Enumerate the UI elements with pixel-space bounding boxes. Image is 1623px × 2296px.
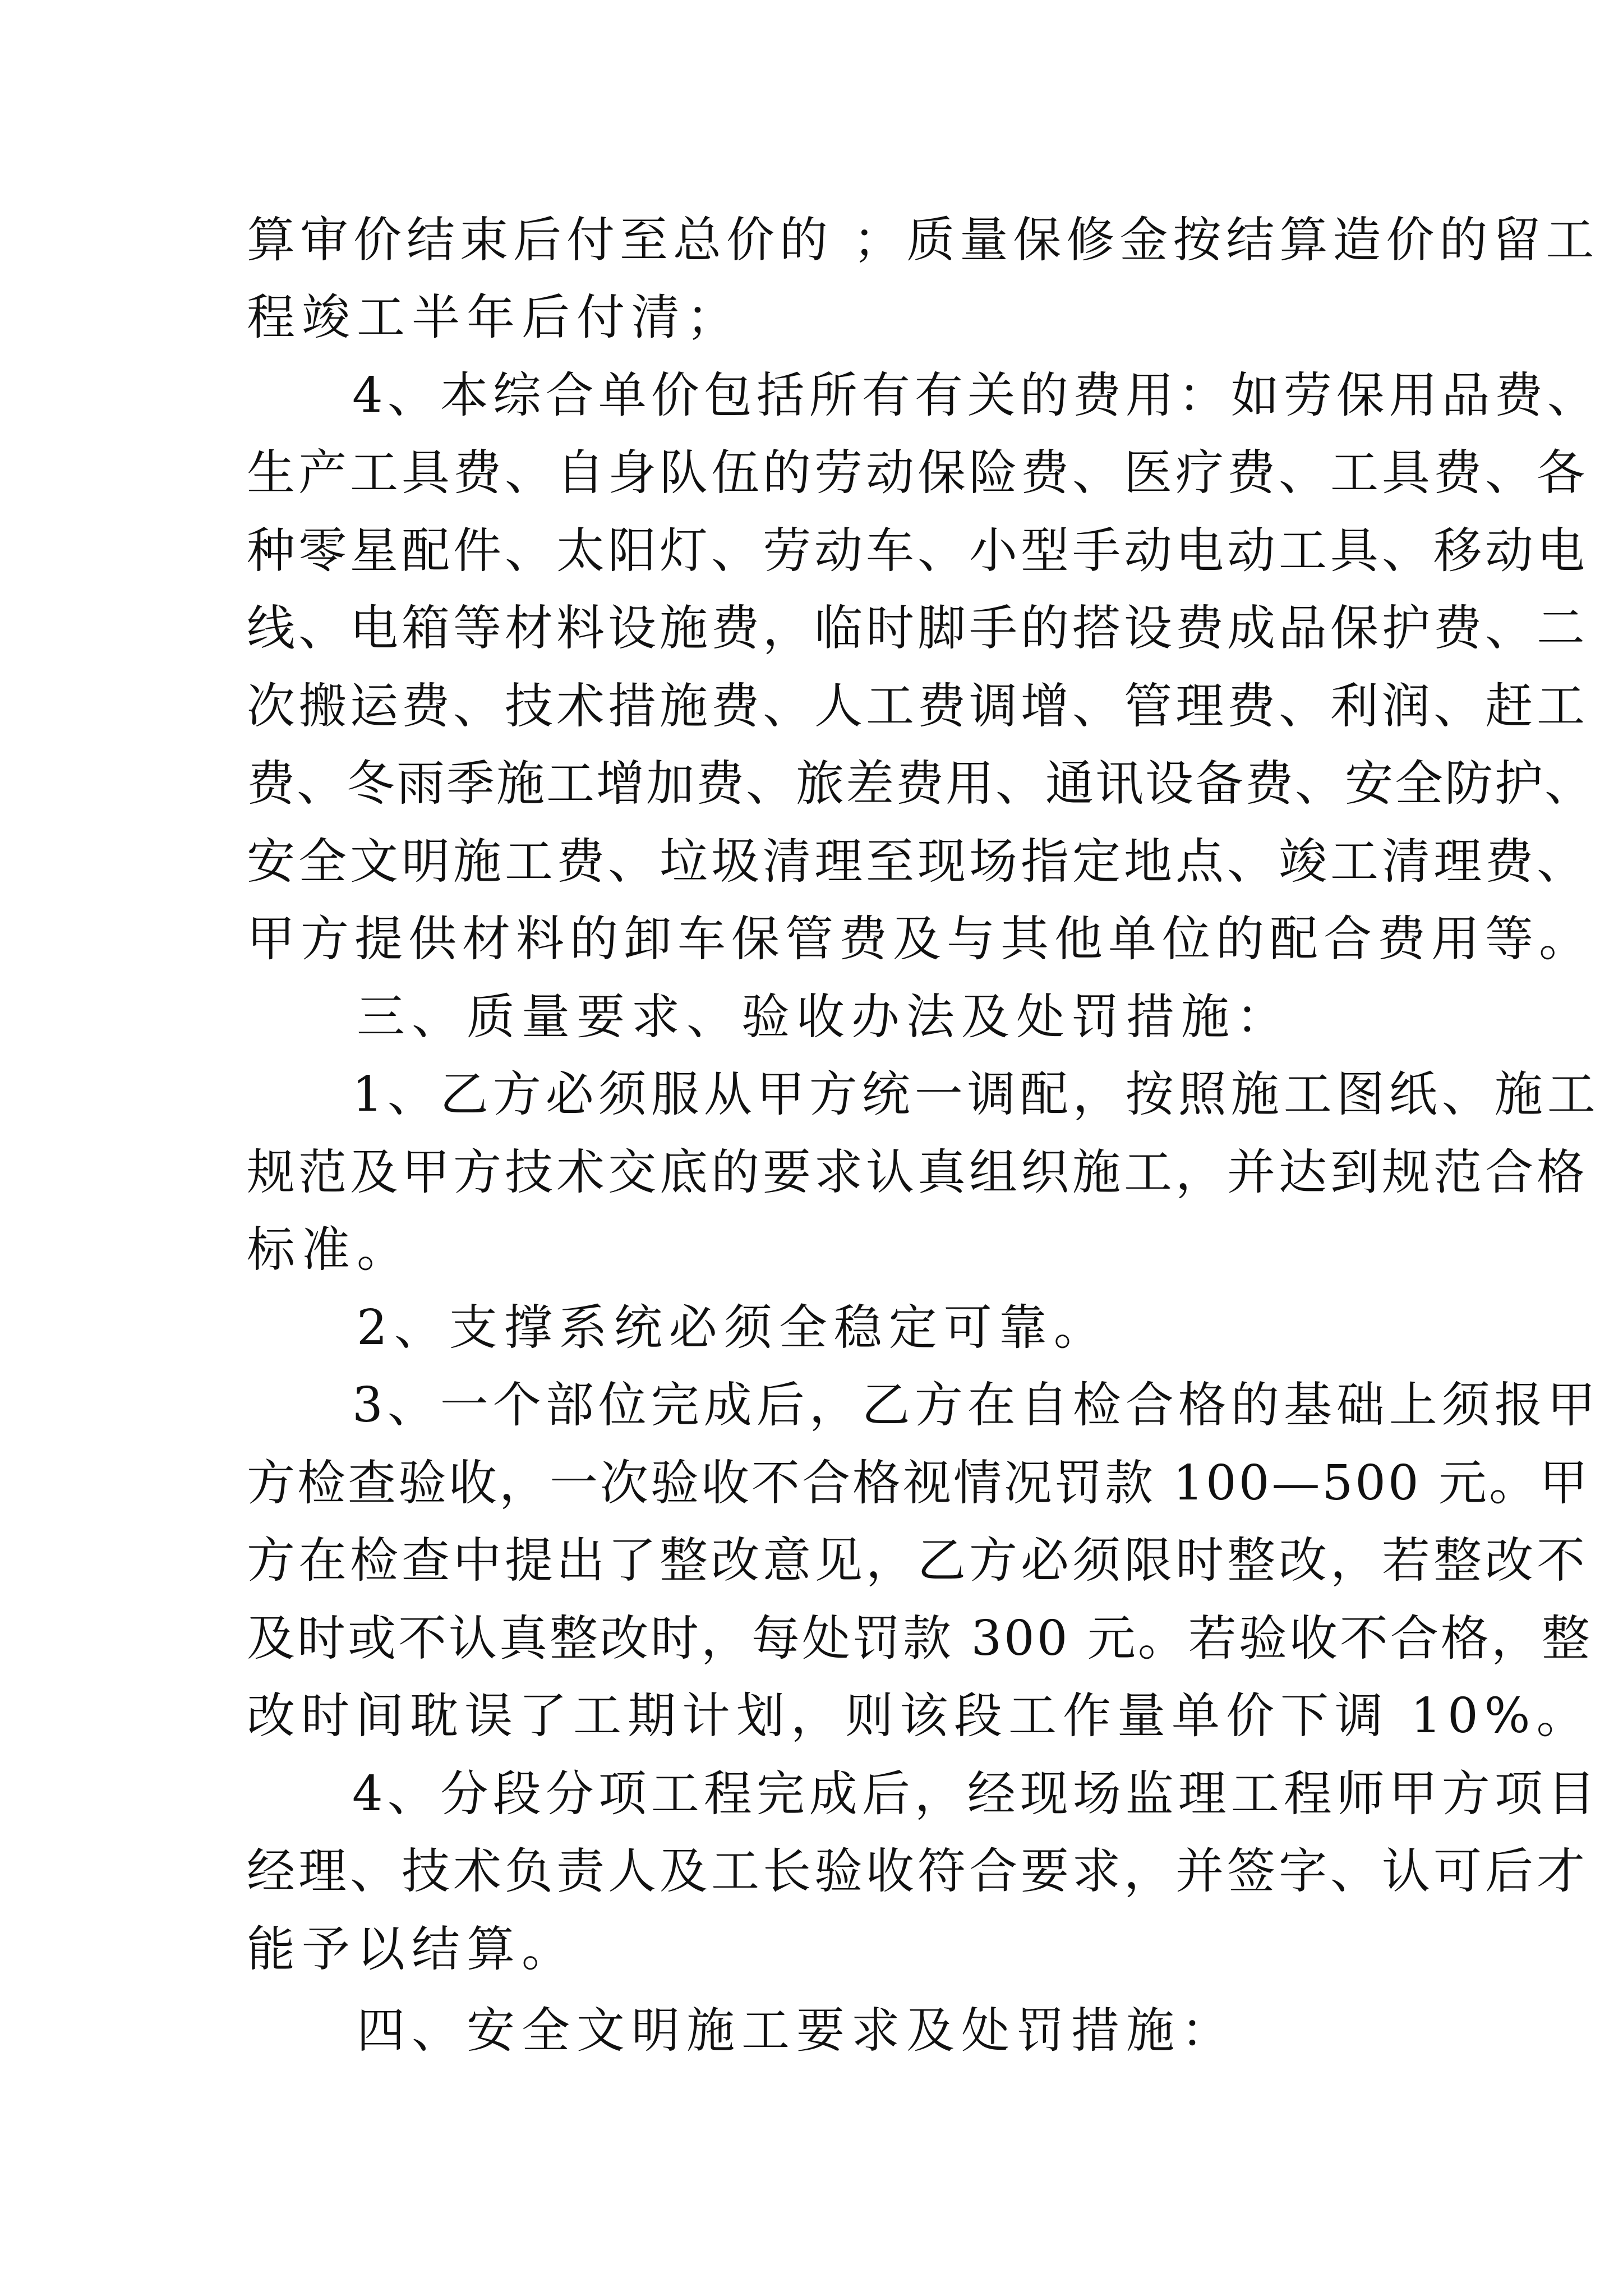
text-line: 方检查验收，一次验收不合格视情况罚款 100—500 元。甲 (247, 1455, 1590, 1511)
text-line: 标准。 (247, 1222, 412, 1278)
text-line: 安全文明施工费、垃圾清理至现场指定地点、竣工清理费、 (247, 834, 1588, 890)
text-line: 1、乙方必须服从甲方统一调配，按照施工图纸、施工 (247, 1066, 1600, 1122)
section-heading: 四、安全文明施工要求及处罚措施： (247, 2003, 1236, 2059)
text-line: 改时间耽误了工期计划，则该段工作量单价下调 10%。 (247, 1688, 1591, 1744)
text-line: 线、电箱等材料设施费，临时脚手的搭设费成品保护费、二 (247, 600, 1588, 656)
text-line: 生产工具费、自身队伍的劳动保险费、医疗费、工具费、各 (247, 445, 1588, 501)
text-line: 算审价结束后付至总价的 ；质量保修金按结算造价的留工 (247, 212, 1599, 268)
text-line: 程竣工半年后付清； (247, 289, 741, 346)
text-line: 规范及甲方技术交底的要求认真组织施工，并达到规范合格 (247, 1144, 1588, 1200)
text-line: 及时或不认真整改时，每处罚款 300 元。若验收不合格，整 (247, 1611, 1592, 1667)
section-heading: 三、质量要求、验收办法及处罚措施： (247, 989, 1291, 1045)
text-line: 4、本综合单价包括所有有关的费用：如劳保用品费、 (247, 367, 1600, 424)
text-line: 3、一个部位完成后，乙方在自检合格的基础上须报甲 (247, 1377, 1600, 1433)
text-line: 经理、技术负责人及工长验收符合要求，并签字、认可后才 (247, 1843, 1588, 1899)
text-line: 2、支撑系统必须全稳定可靠。 (247, 1300, 1109, 1356)
text-line: 方在检查中提出了整改意见，乙方必须限时整改，若整改不 (247, 1533, 1588, 1589)
text-line: 费、冬雨季施工增加费、旅差费用、通讯设备费、安全防护、 (247, 756, 1594, 812)
text-line: 次搬运费、技术措施费、人工费调增、管理费、利润、赶工 (247, 678, 1588, 734)
text-line: 能予以结算。 (247, 1921, 577, 1977)
text-line: 甲方提供材料的卸车保管费及与其他单位的配合费用等。 (247, 911, 1593, 967)
text-line: 种零星配件、太阳灯、劳动车、小型手动电动工具、移动电 (247, 523, 1588, 579)
text-line: 4、分段分项工程完成后，经现场监理工程师甲方项目 (247, 1766, 1600, 1822)
